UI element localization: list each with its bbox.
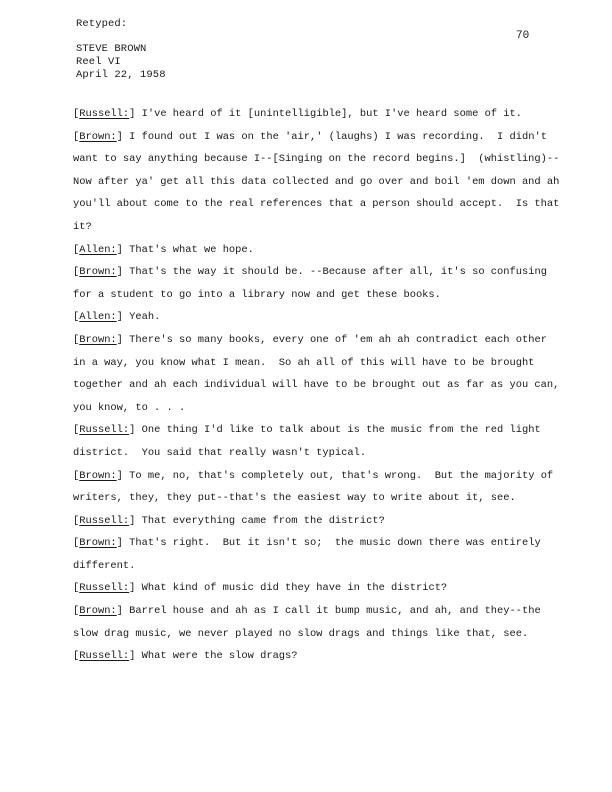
transcript-line: [73, 306, 553, 329]
transcript-line: [73, 465, 553, 488]
speaker-label: Russell:: [79, 582, 130, 595]
line-text: What were the slow drags?: [135, 650, 298, 663]
transcript-body: [73, 103, 560, 668]
transcript-line: [73, 577, 553, 600]
speaker-label: Russell:: [79, 514, 130, 527]
speaker-bracket-close: ]: [116, 130, 123, 143]
line-text: you know, to . . .: [73, 401, 186, 414]
retyped-label: Retyped:: [76, 18, 128, 30]
interview-date: April 22, 1958: [76, 69, 166, 81]
speaker-bracket-open: [: [73, 469, 80, 482]
speaker-bracket-open: [: [73, 130, 80, 143]
speaker-label: Brown:: [79, 469, 117, 482]
speaker-bracket-close: ]: [129, 582, 136, 595]
speaker-label: Brown:: [79, 537, 117, 550]
transcript-line: [73, 171, 560, 194]
speaker-label: Allen:: [79, 311, 117, 324]
line-text: That's right. But it isn't so; the music down there was entirely: [122, 537, 541, 550]
line-text: writers, they, they put--that's the easiest way to write about it, see.: [73, 492, 516, 505]
speaker-label: Russell:: [79, 650, 130, 663]
speaker-label: Brown:: [79, 130, 117, 143]
speaker-bracket-open: [: [73, 514, 80, 527]
page-number: 70: [516, 30, 530, 42]
transcript-line: [73, 284, 553, 307]
line-text: slow drag music, we never played no slow drags and things like that, see.: [73, 627, 529, 640]
speaker-bracket-close: ]: [129, 424, 136, 437]
line-text: That everything came from the district?: [135, 514, 385, 527]
speaker-bracket-close: ]: [116, 469, 123, 482]
line-text: Yeah.: [122, 311, 161, 324]
transcript-line: [73, 329, 553, 352]
speaker-bracket-open: [: [73, 582, 80, 595]
transcript-line: [73, 600, 553, 623]
transcript-line: [73, 126, 553, 149]
transcript-line: [73, 239, 553, 262]
interviewee-name: STEVE BROWN: [76, 43, 147, 55]
transcript-line: [73, 645, 553, 668]
speaker-bracket-close: ]: [116, 311, 123, 324]
line-text: I found out I was on the 'air,' (laughs) I was recording. I didn't: [122, 130, 547, 143]
line-text: for a student to go into a library now and get these books.: [73, 288, 441, 301]
line-text: I've heard of it [unintelligible], but I've heard some of it.: [135, 108, 522, 120]
speaker-bracket-close: ]: [129, 650, 136, 663]
speaker-label: Brown:: [79, 333, 117, 346]
transcript-line: [73, 442, 553, 465]
line-text: That's the way it should be. --Because after all, it's so confusing: [122, 266, 547, 279]
line-text: in a way, you know what I mean. So ah all of this will have to be brought: [73, 356, 535, 369]
reel-label: Reel VI: [76, 56, 121, 68]
speaker-label: Brown:: [79, 266, 117, 279]
line-text: There's so many books, every one of 'em ah ah contradict each other: [122, 333, 547, 346]
speaker-label: Russell:: [79, 424, 130, 437]
line-text: Now after ya' get all this data collected and go over and boil 'em down and ah: [73, 175, 560, 188]
transcript-line: [73, 397, 553, 420]
transcript-line: [73, 261, 553, 284]
speaker-bracket-close: ]: [116, 605, 123, 618]
transcript-line: [73, 487, 553, 510]
line-text: What kind of music did they have in the district?: [135, 582, 448, 595]
speaker-bracket-close: ]: [116, 243, 123, 256]
line-text: together and ah each individual will have to be brought out as far as you can,: [73, 379, 560, 392]
line-text: district. You said that really wasn't typical.: [73, 446, 367, 459]
line-text: That's what we hope.: [122, 243, 254, 256]
line-text: you'll about come to the real references that a person should accept. Is that: [73, 198, 560, 211]
line-text: want to say anything because I--[Singing on the record begins.] (whistling)--: [73, 153, 560, 166]
transcript-line: [73, 510, 553, 533]
speaker-label: Russell:: [79, 108, 130, 120]
speaker-bracket-close: ]: [116, 537, 123, 550]
speaker-label: Allen:: [79, 243, 117, 256]
transcript-line: [73, 352, 553, 375]
line-text: it?: [73, 220, 92, 233]
document-header: [76, 18, 166, 82]
speaker-bracket-open: [: [73, 266, 80, 279]
speaker-bracket-open: [: [73, 108, 80, 120]
transcript-line: [73, 532, 553, 555]
transcript-line: [73, 555, 553, 578]
speaker-bracket-close: ]: [116, 333, 123, 346]
speaker-bracket-open: [: [73, 537, 80, 550]
speaker-bracket-open: [: [73, 243, 80, 256]
transcript-line: [73, 148, 560, 171]
transcript-line: [73, 103, 553, 126]
transcript-line: [73, 419, 553, 442]
line-text: To me, no, that's completely out, that's wrong. But the majority of: [122, 469, 554, 482]
line-text: One thing I'd like to talk about is the music from the red light: [135, 424, 541, 437]
line-text: different.: [73, 559, 136, 572]
speaker-bracket-close: ]: [129, 514, 136, 527]
speaker-bracket-open: [: [73, 424, 80, 437]
speaker-bracket-close: ]: [129, 108, 136, 120]
speaker-bracket-open: [: [73, 605, 80, 618]
speaker-label: Brown:: [79, 605, 117, 618]
speaker-bracket-open: [: [73, 333, 80, 346]
speaker-bracket-open: [: [73, 311, 80, 324]
transcript-line: [73, 374, 560, 397]
line-text: Barrel house and ah as I call it bump music, and ah, and they--the: [122, 605, 541, 618]
speaker-bracket-close: ]: [116, 266, 123, 279]
transcript-line: [73, 216, 553, 239]
transcript-line: [73, 193, 560, 216]
transcript-line: [73, 623, 553, 646]
speaker-bracket-open: [: [73, 650, 80, 663]
